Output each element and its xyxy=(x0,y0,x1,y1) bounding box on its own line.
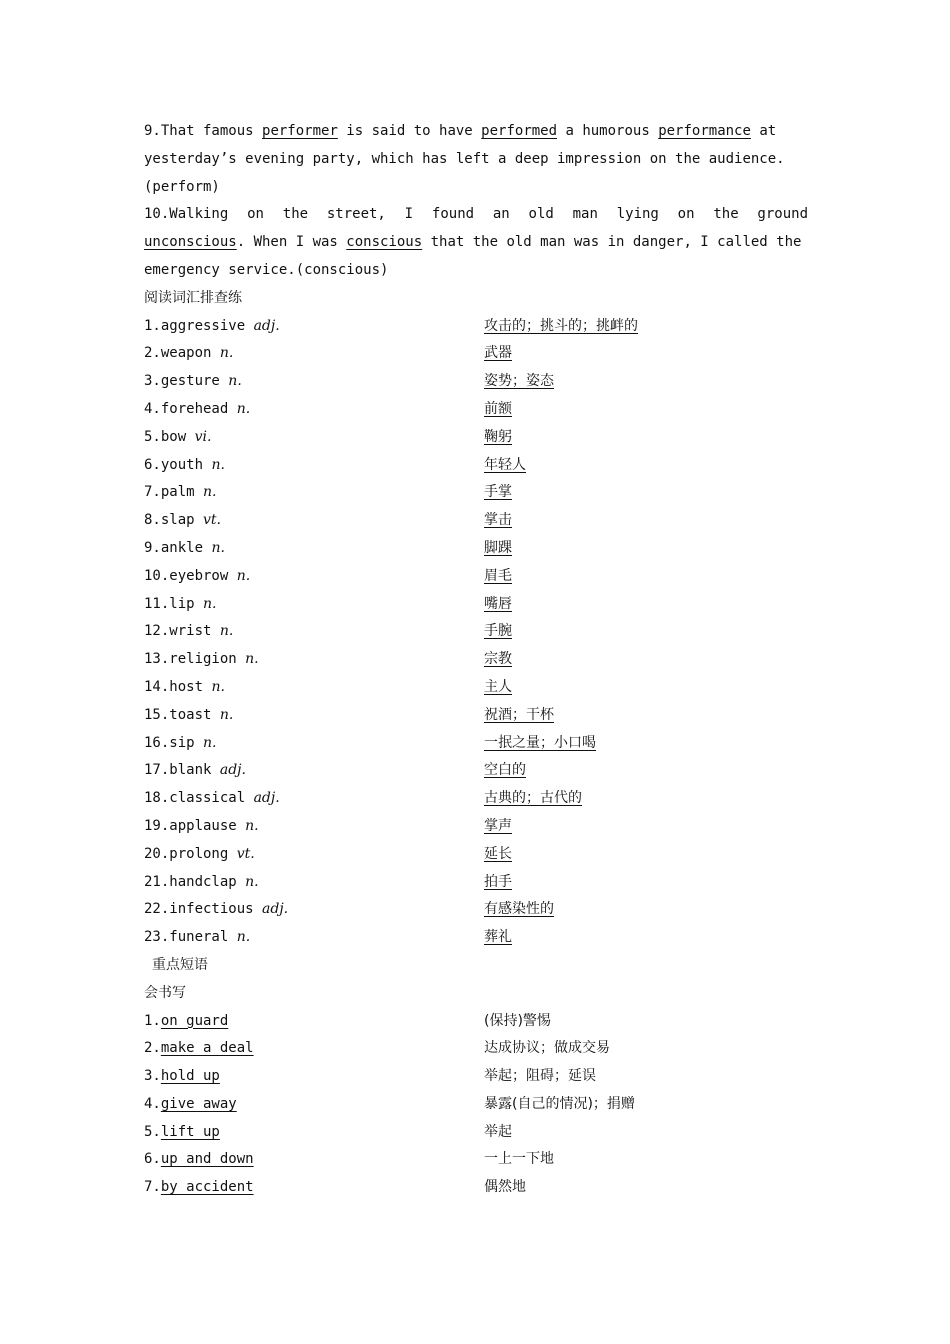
part-of-speech: vt. xyxy=(203,512,222,529)
vocab-row xyxy=(144,396,808,424)
part-of-speech: n. xyxy=(245,651,259,668)
answer-blank: performer xyxy=(262,123,338,139)
meaning-answer: 脚踝 xyxy=(484,539,512,556)
vocab-row xyxy=(144,424,808,452)
word-text: 11.lip xyxy=(144,595,204,612)
word-text: 16.sip xyxy=(144,734,204,751)
word-text: 8.slap xyxy=(144,512,204,529)
vocab-meaning xyxy=(484,591,808,619)
vocab-word xyxy=(144,757,484,785)
phrase-answer: make a deal xyxy=(160,1040,254,1057)
meaning-answer: 眉毛 xyxy=(484,567,512,584)
part-of-speech: adj. xyxy=(253,790,280,807)
sentence-10-line-2 xyxy=(144,229,808,257)
vocab-meaning xyxy=(484,702,808,730)
vocab-meaning xyxy=(484,869,808,897)
vocab-row xyxy=(144,841,808,869)
vocab-row xyxy=(144,730,808,758)
part-of-speech: n. xyxy=(211,456,225,473)
phrase-item xyxy=(144,1146,484,1174)
vocab-row xyxy=(144,563,808,591)
vocab-section-title: 阅读词汇排查练 xyxy=(144,289,242,306)
vocab-meaning xyxy=(484,340,808,368)
part-of-speech: n. xyxy=(219,345,234,362)
meaning-answer: 姿势；姿态 xyxy=(484,373,554,390)
vocab-word xyxy=(144,368,484,396)
phrase-meaning: 暴露(自己的情况)；捐赠 xyxy=(484,1095,635,1112)
vocab-word xyxy=(144,841,484,869)
vocab-meaning xyxy=(484,924,808,952)
vocab-meaning xyxy=(484,757,808,785)
vocab-meaning xyxy=(484,896,808,924)
meaning-answer: 空白的 xyxy=(484,762,526,779)
vocab-row xyxy=(144,924,808,952)
vocab-meaning xyxy=(484,618,808,646)
phrase-meaning: 偶然地 xyxy=(484,1179,526,1196)
word-text: 23.funeral xyxy=(144,929,237,946)
sentence-text: 9.That famous xyxy=(144,123,263,139)
word-text: 7.palm xyxy=(144,484,204,501)
phrase-row xyxy=(144,1091,808,1119)
vocab-meaning xyxy=(484,424,808,452)
vocab-word xyxy=(144,396,484,424)
sentence-9-line-1 xyxy=(144,118,808,146)
meaning-answer: 攻击的；挑斗的；挑衅的 xyxy=(484,317,638,334)
sentence-10-line-3: emergency service.(conscious) xyxy=(144,261,389,278)
word-text: 6.youth xyxy=(144,456,212,473)
meaning-answer: 手腕 xyxy=(484,623,512,640)
part-of-speech: adj. xyxy=(262,901,289,918)
vocab-row xyxy=(144,702,808,730)
meaning-answer: 古典的；古代的 xyxy=(484,790,582,807)
sentence-9-line-2: yesterday’s evening party, which has left a deep impression on the audience. xyxy=(144,150,785,167)
word-text: 17.blank xyxy=(144,762,220,779)
meaning-answer: 掌击 xyxy=(484,512,512,529)
phrases-subtitle: 会书写 xyxy=(144,984,186,1001)
vocab-word xyxy=(144,730,484,758)
meaning-answer: 延长 xyxy=(484,845,512,862)
vocab-word xyxy=(144,424,484,452)
answer-blank: unconscious xyxy=(144,234,237,251)
meaning-answer: 主人 xyxy=(484,678,512,695)
part-of-speech: n. xyxy=(236,400,251,417)
phrase-answer: hold up xyxy=(160,1068,220,1085)
vocab-row xyxy=(144,452,808,480)
phrase-list xyxy=(144,1008,808,1203)
word-text: 9.ankle xyxy=(144,539,212,556)
vocab-row xyxy=(144,646,808,674)
vocab-meaning xyxy=(484,479,808,507)
phrase-answer: lift up xyxy=(160,1123,220,1140)
phrase-number: 1. xyxy=(144,1012,161,1029)
sentence-10-line-1: 10.Walking on the street, I found an old man lying on the ground xyxy=(144,206,808,223)
phrase-number: 6. xyxy=(144,1151,161,1168)
word-text: 12.wrist xyxy=(144,623,220,640)
vocab-meaning xyxy=(484,313,808,341)
vocab-row xyxy=(144,313,808,341)
phrase-row xyxy=(144,1035,808,1063)
phrases-section-title: 重点短语 xyxy=(152,956,208,973)
phrase-answer: up and down xyxy=(160,1151,254,1168)
vocab-word xyxy=(144,674,484,702)
phrase-row xyxy=(144,1008,808,1036)
vocab-meaning xyxy=(484,563,808,591)
word-text: 5.bow xyxy=(144,428,195,445)
part-of-speech: n. xyxy=(219,623,234,640)
phrase-meaning: 达成协议；做成交易 xyxy=(484,1040,610,1057)
word-text: 20.prolong xyxy=(144,845,237,862)
word-text: 2.weapon xyxy=(144,345,220,362)
answer-blank: conscious xyxy=(346,234,423,251)
vocab-word xyxy=(144,618,484,646)
vocab-word xyxy=(144,869,484,897)
phrase-answer: on guard xyxy=(160,1012,229,1029)
part-of-speech: n. xyxy=(245,817,259,834)
word-text: 15.toast xyxy=(144,706,220,723)
phrase-answer: give away xyxy=(160,1095,237,1112)
vocab-word xyxy=(144,785,484,813)
vocab-row xyxy=(144,618,808,646)
vocab-row xyxy=(144,869,808,897)
sentence-9-line-3: (perform) xyxy=(144,178,220,195)
phrase-number: 2. xyxy=(144,1040,161,1057)
vocab-word xyxy=(144,340,484,368)
phrase-item xyxy=(144,1119,484,1147)
phrase-row xyxy=(144,1063,808,1091)
part-of-speech: n. xyxy=(203,484,217,501)
meaning-answer: 拍手 xyxy=(484,873,512,890)
vocab-row xyxy=(144,757,808,785)
part-of-speech: n. xyxy=(236,929,251,946)
vocab-row xyxy=(144,591,808,619)
phrase-row xyxy=(144,1119,808,1147)
phrase-item xyxy=(144,1063,484,1091)
part-of-speech: adj. xyxy=(253,317,280,334)
word-text: 19.applause xyxy=(144,817,246,834)
vocab-row xyxy=(144,674,808,702)
phrase-number: 3. xyxy=(144,1068,161,1085)
meaning-answer: 一抿之量；小口喝 xyxy=(484,734,596,751)
word-text: 13.religion xyxy=(144,651,246,668)
answer-blank: performed xyxy=(481,123,558,139)
part-of-speech: n. xyxy=(219,706,234,723)
meaning-answer: 鞠躬 xyxy=(484,428,512,445)
vocab-list xyxy=(144,313,808,952)
phrase-row xyxy=(144,1174,808,1202)
vocab-meaning xyxy=(484,730,808,758)
phrase-meaning: 一上一下地 xyxy=(484,1151,554,1168)
vocab-row xyxy=(144,340,808,368)
vocab-meaning xyxy=(484,396,808,424)
vocab-meaning xyxy=(484,785,808,813)
vocab-row xyxy=(144,507,808,535)
part-of-speech: n. xyxy=(228,373,242,390)
vocab-word xyxy=(144,452,484,480)
meaning-answer: 武器 xyxy=(484,345,512,362)
phrase-number: 4. xyxy=(144,1095,161,1112)
sentence-text: a humorous xyxy=(557,123,659,139)
meaning-answer: 嘴唇 xyxy=(484,595,512,612)
phrase-number: 7. xyxy=(144,1179,161,1196)
vocab-word xyxy=(144,924,484,952)
sentence-text: at xyxy=(750,123,777,139)
phrase-number: 5. xyxy=(144,1123,161,1140)
part-of-speech: n. xyxy=(211,678,225,695)
meaning-answer: 有感染性的 xyxy=(484,901,554,918)
vocab-meaning xyxy=(484,813,808,841)
vocab-meaning xyxy=(484,841,808,869)
sentence-text: . When I was xyxy=(236,234,347,251)
part-of-speech: adj. xyxy=(219,762,246,779)
vocab-meaning xyxy=(484,646,808,674)
part-of-speech: n. xyxy=(211,539,225,556)
part-of-speech: vi. xyxy=(194,428,212,445)
vocab-word xyxy=(144,591,484,619)
vocab-word xyxy=(144,702,484,730)
meaning-answer: 掌声 xyxy=(484,817,512,834)
word-text: 3.gesture xyxy=(144,373,229,390)
vocab-meaning xyxy=(484,368,808,396)
vocab-row xyxy=(144,813,808,841)
vocab-meaning xyxy=(484,674,808,702)
part-of-speech: n. xyxy=(203,595,217,612)
meaning-answer: 祝酒；干杯 xyxy=(484,706,554,723)
word-text: 21.handclap xyxy=(144,873,246,890)
vocab-word xyxy=(144,646,484,674)
vocab-word xyxy=(144,535,484,563)
vocab-row xyxy=(144,896,808,924)
meaning-answer: 葬礼 xyxy=(484,929,512,946)
vocab-word xyxy=(144,507,484,535)
meaning-answer: 年轻人 xyxy=(484,456,526,473)
phrase-meaning: 举起 xyxy=(484,1123,512,1140)
part-of-speech: n. xyxy=(245,873,259,890)
phrase-meaning: 举起；阻碍；延误 xyxy=(484,1068,596,1085)
meaning-answer: 手掌 xyxy=(484,484,512,501)
word-text: 4.forehead xyxy=(144,400,237,417)
vocab-meaning xyxy=(484,452,808,480)
word-text: 14.host xyxy=(144,678,212,695)
part-of-speech: vt. xyxy=(236,845,255,862)
vocab-row xyxy=(144,368,808,396)
phrase-item xyxy=(144,1174,484,1202)
word-text: 18.classical xyxy=(144,790,254,807)
phrase-item xyxy=(144,1035,484,1063)
vocab-row xyxy=(144,479,808,507)
vocab-word xyxy=(144,479,484,507)
vocab-word xyxy=(144,563,484,591)
meaning-answer: 宗教 xyxy=(484,651,512,668)
phrase-item xyxy=(144,1091,484,1119)
phrase-meaning: (保持)警惕 xyxy=(484,1012,551,1029)
vocab-meaning xyxy=(484,507,808,535)
vocab-word xyxy=(144,813,484,841)
sentence-text: that the old man was in danger, I called the xyxy=(422,234,802,251)
vocab-word xyxy=(144,313,484,341)
vocab-meaning xyxy=(484,535,808,563)
vocab-row xyxy=(144,535,808,563)
phrase-item xyxy=(144,1008,484,1036)
vocab-word xyxy=(144,896,484,924)
meaning-answer: 前额 xyxy=(484,400,512,417)
vocab-row xyxy=(144,785,808,813)
answer-blank: performance xyxy=(658,123,751,139)
word-text: 22.infectious xyxy=(144,901,263,918)
phrase-answer: by accident xyxy=(160,1179,254,1196)
document-page xyxy=(144,118,808,1202)
word-text: 10.eyebrow xyxy=(144,567,237,584)
part-of-speech: n. xyxy=(203,734,217,751)
part-of-speech: n. xyxy=(236,567,251,584)
word-text: 1.aggressive xyxy=(144,317,254,334)
sentence-text: is said to have xyxy=(337,123,482,139)
phrase-row xyxy=(144,1146,808,1174)
